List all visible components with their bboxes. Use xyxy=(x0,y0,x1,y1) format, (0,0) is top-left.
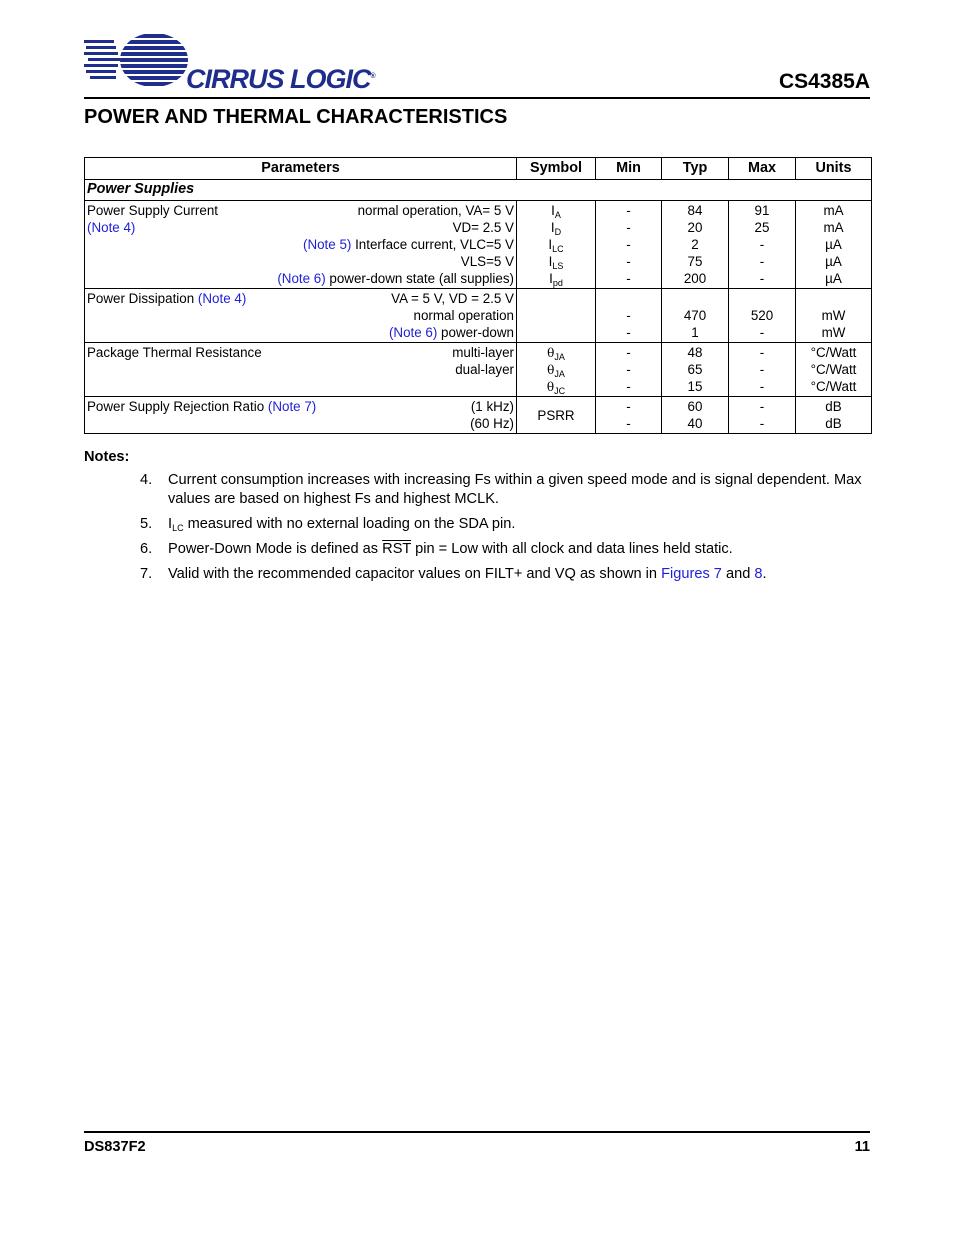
note-6-link[interactable]: (Note 6) xyxy=(277,271,326,286)
units-cell: mW mW xyxy=(796,289,872,343)
page-number: 11 xyxy=(854,1139,870,1155)
section-row xyxy=(85,180,872,201)
header-typ: Typ xyxy=(662,158,729,180)
max-cell: 91 25 - - - xyxy=(729,201,796,289)
symbol-cell: PSRR xyxy=(517,397,596,434)
table-row-thermal-resistance xyxy=(85,343,872,397)
header-max: Max xyxy=(729,158,796,180)
rst-signal: $\overline{RST}$ xyxy=(382,541,412,557)
header-rule xyxy=(84,97,870,99)
header-symbol: Symbol xyxy=(517,158,596,180)
document-number: DS837F2 xyxy=(84,1139,146,1155)
condition: multi-layer xyxy=(452,345,514,360)
note-6-link[interactable]: (Note 6) xyxy=(388,325,438,340)
note-5: 5. $I_{LC}$ measured with no external loading on the SDA pin. xyxy=(140,516,516,533)
table-row-power-supply-current xyxy=(85,201,872,289)
symbol-cell: $\theta_{JA}$ $\theta_{JA}$ $\theta_{JC}$ xyxy=(517,343,596,397)
max-cell: 520 - xyxy=(729,289,796,343)
min-cell: - - xyxy=(596,289,662,343)
condition: normal operation, VA= 5 V xyxy=(357,203,514,218)
note-6: 6. Power-Down Mode is defined as $\overline{RST}$ pin = Low with all clock and data lines held static. xyxy=(140,541,733,557)
param-cell xyxy=(85,289,517,343)
max-cell: - - - xyxy=(729,343,796,397)
typ-cell: 48 65 15 xyxy=(662,343,729,397)
footer-rule xyxy=(84,1131,870,1133)
units-cell: °C/Watt °C/Watt °C/Watt xyxy=(796,343,872,397)
min-cell: - - - - - xyxy=(596,201,662,289)
param-label: Power Supply Current xyxy=(87,203,218,218)
table-row-power-dissipation xyxy=(85,289,872,343)
condition: VA = 5 V, VD = 2.5 V xyxy=(391,291,514,306)
condition: dual-layer xyxy=(455,362,514,377)
figure-8-link[interactable]: 8 xyxy=(754,566,763,582)
symbol-cell xyxy=(517,289,596,343)
logo-globe-icon xyxy=(84,30,194,92)
note-5-link[interactable]: (Note 5) xyxy=(302,237,352,252)
header-units: Units xyxy=(796,158,872,180)
min-cell: - - xyxy=(596,397,662,434)
part-number: CS4385A xyxy=(778,70,870,93)
table-row-psrr xyxy=(85,397,872,434)
symbol-cell: $I_A$ $I_D$ $I_{LC}$ $I_{LS}$ $I_{pd}$ xyxy=(517,201,596,289)
note-4: 4. Current consumption increases with increasing Fs within a given speed mode and is signal dependent. Max values are based on highest Fs and highest MCLK. xyxy=(140,472,862,507)
max-cell: - - xyxy=(729,397,796,434)
note-7-link[interactable]: (Note 7) xyxy=(267,399,317,414)
condition: (1 kHz) xyxy=(470,399,514,414)
typ-cell: 60 40 xyxy=(662,397,729,434)
units-cell: dB dB xyxy=(796,397,872,434)
typ-cell: 84 20 2 75 200 xyxy=(662,201,729,289)
note-7: 7. Valid with the recommended capacitor values on FILT+ and VQ as shown in Figures 7 and 8. xyxy=(140,566,767,582)
condition: (Note 5) Interface current, VLC=5 V xyxy=(302,237,514,252)
condition: (Note 6) power-down state (all supplies) xyxy=(277,271,514,286)
figures-7-link[interactable]: Figures 7 xyxy=(661,566,722,582)
condition: (Note 6) power-down xyxy=(388,325,514,340)
power-thermal-table xyxy=(84,157,872,434)
param-cell xyxy=(85,397,517,434)
param-cell xyxy=(85,201,517,289)
param-cell xyxy=(85,343,517,397)
param-label: Power Dissipation (Note 4) xyxy=(87,291,247,306)
header-min: Min xyxy=(596,158,662,180)
header-parameters: Parameters xyxy=(85,158,517,180)
note-4-link[interactable]: (Note 4) xyxy=(197,291,247,306)
notes-section xyxy=(84,449,874,590)
units-cell: mA mA µA µA µA xyxy=(796,201,872,289)
condition: normal operation xyxy=(413,308,514,323)
condition: VLS=5 V xyxy=(460,254,514,269)
table-header-row xyxy=(85,158,872,180)
condition: VD= 2.5 V xyxy=(452,220,514,235)
notes-title: Notes: xyxy=(84,449,130,465)
condition: (60 Hz) xyxy=(470,416,514,431)
note-4-link[interactable]: (Note 4) xyxy=(87,220,136,235)
param-label: Package Thermal Resistance xyxy=(87,345,262,360)
logo-wordmark: CIRRUS LOGIC® xyxy=(186,64,375,94)
param-label: Power Supply Rejection Ratio (Note 7) xyxy=(87,399,317,414)
condition xyxy=(452,378,514,395)
min-cell: - - - xyxy=(596,343,662,397)
page-title: POWER AND THERMAL CHARACTERISTICS xyxy=(84,106,508,128)
typ-cell: 470 1 xyxy=(662,289,729,343)
section-power-supplies: Power Supplies xyxy=(85,180,872,201)
